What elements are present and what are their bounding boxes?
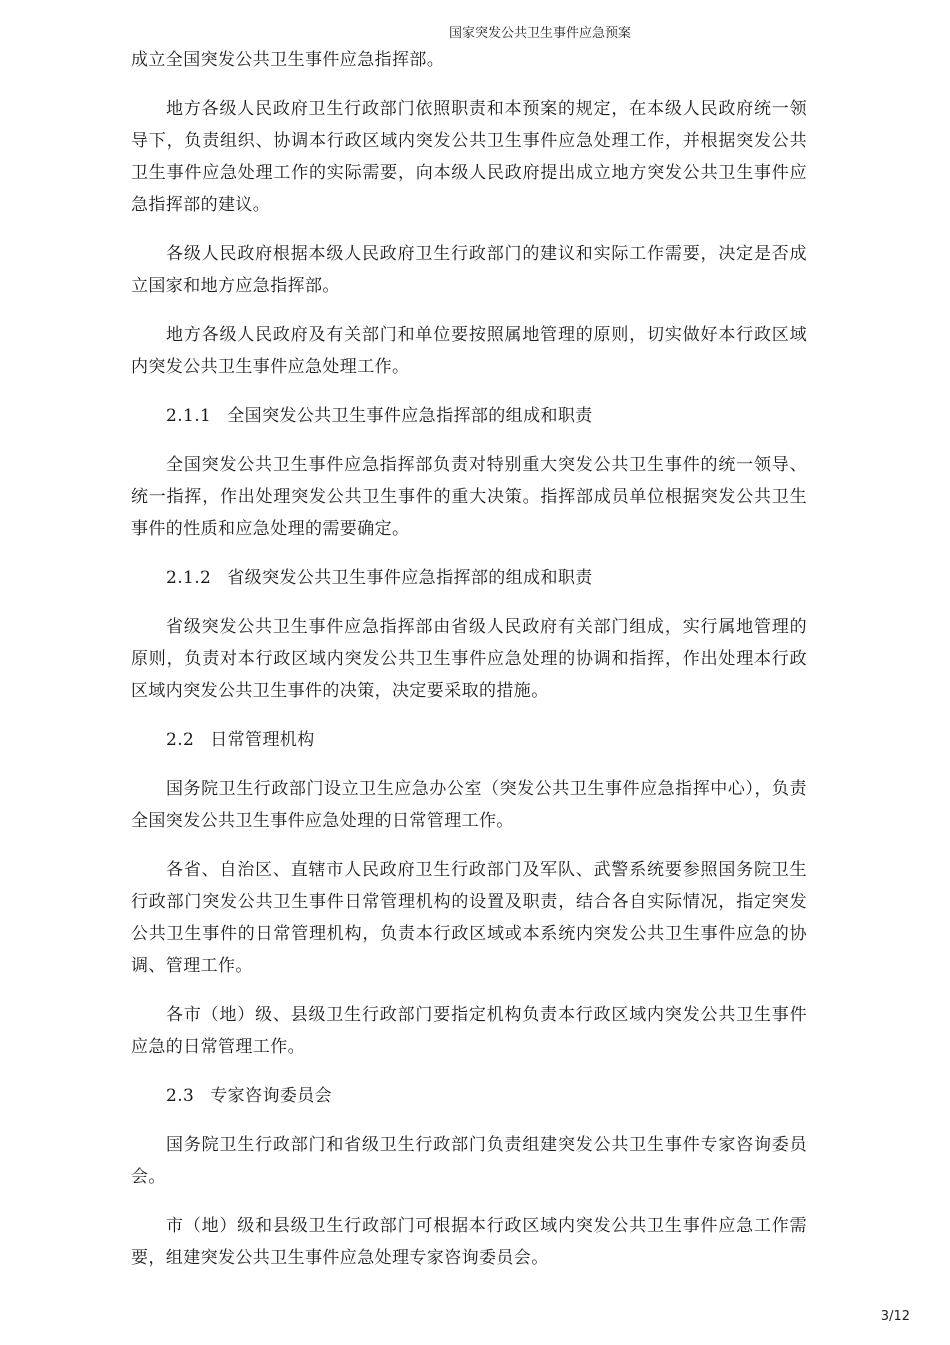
paragraph: 国务院卫生行政部门设立卫生应急办公室（突发公共卫生事件应急指挥中心），负责全国突发公共卫生事件应急处理的日常管理工作。 (131, 779, 807, 831)
paragraph: 国务院卫生行政部门和省级卫生行政部门负责组建突发公共卫生事件专家咨询委员会。 (131, 1135, 807, 1187)
paragraph: 地方各级人民政府卫生行政部门依照职责和本预案的规定，在本级人民政府统一领导下，负责组织、协调本行政区域内突发公共卫生事件应急处理工作，并根据突发公共卫生事件应急处理工作的实际需要，向本级人民政府提出成立地方突发公共卫生事件应急指挥部的建议。 (131, 99, 807, 215)
paragraph: 各市（地）级、县级卫生行政部门要指定机构负责本行政区域内突发公共卫生事件应急的日常管理工作。 (131, 1005, 807, 1057)
section-number: 2.1.2 (166, 568, 212, 588)
paragraph: 地方各级人民政府及有关部门和单位要按照属地管理的原则，切实做好本行政区域内突发公共卫生事件应急处理工作。 (131, 325, 807, 377)
section-heading-2-1-1 (131, 400, 807, 432)
paragraph: 省级突发公共卫生事件应急指挥部由省级人民政府有关部门组成，实行属地管理的原则，负责对本行政区域内突发公共卫生事件应急处理的协调和指挥，作出处理本行政区域内突发公共卫生事件的决策，决定要采取的措施。 (131, 617, 807, 701)
paragraph: 成立全国突发公共卫生事件应急指挥部。 (131, 50, 445, 70)
section-number: 2.3 (166, 1086, 195, 1106)
paragraph: 各省、自治区、直辖市人民政府卫生行政部门及军队、武警系统要参照国务院卫生行政部门突发公共卫生事件日常管理机构的设置及职责，结合各自实际情况，指定突发公共卫生事件的日常管理机构，负责本行政区域或本系统内突发公共卫生事件应急的协调、管理工作。 (131, 860, 807, 976)
section-number: 2.2 (166, 730, 195, 750)
section-heading-2-3 (131, 1080, 807, 1112)
paragraph: 市（地）级和县级卫生行政部门可根据本行政区域内突发公共卫生事件应急工作需要，组建突发公共卫生事件应急处理专家咨询委员会。 (131, 1216, 807, 1268)
paragraph: 全国突发公共卫生事件应急指挥部负责对特别重大突发公共卫生事件的统一领导、统一指挥，作出处理突发公共卫生事件的重大决策。指挥部成员单位根据突发公共卫生事件的性质和应急处理的需要确定。 (131, 455, 807, 539)
section-title: 全国突发公共卫生事件应急指挥部的组成和职责 (227, 406, 593, 426)
running-header: 国家突发公共卫生事件应急预案 (449, 26, 632, 41)
section-title: 日常管理机构 (210, 730, 315, 750)
document-body (131, 44, 807, 1291)
section-number: 2.1.1 (166, 406, 212, 426)
section-heading-2-2 (131, 724, 807, 756)
page-number: 3/12 (880, 1309, 910, 1324)
section-title: 省级突发公共卫生事件应急指挥部的组成和职责 (227, 568, 593, 588)
section-heading-2-1-2 (131, 562, 807, 594)
paragraph: 各级人民政府根据本级人民政府卫生行政部门的建议和实际工作需要，决定是否成立国家和地方应急指挥部。 (131, 244, 807, 296)
section-title: 专家咨询委员会 (210, 1086, 333, 1106)
